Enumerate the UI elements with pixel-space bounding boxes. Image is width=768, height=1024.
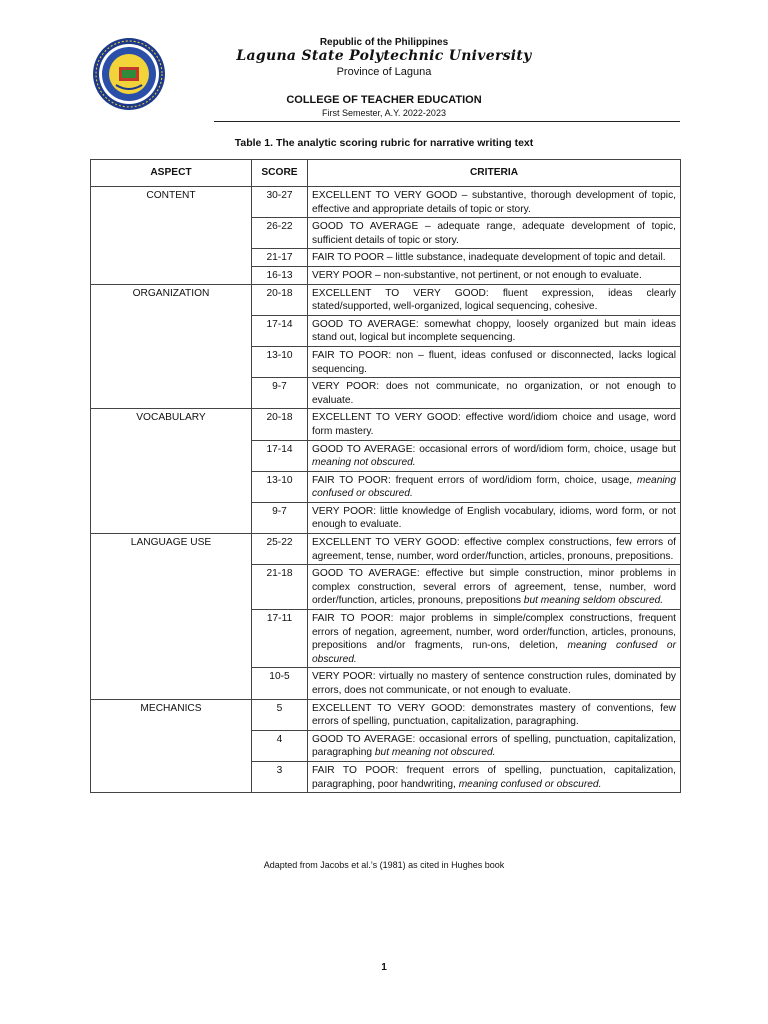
score-cell: 9-7 — [252, 378, 308, 409]
score-cell: 20-18 — [252, 409, 308, 440]
criteria-italic-text: meaning confused or obscured. — [458, 778, 602, 790]
criteria-text: VERY POOR: virtually no mastery of sentence construction rules, dominated by errors, does not communicate, or not enough to evaluate. — [312, 671, 676, 696]
criteria-cell — [308, 409, 681, 440]
score-cell: 17-14 — [252, 440, 308, 471]
score-cell: 30-27 — [252, 187, 308, 218]
criteria-text: VERY POOR – non-substantive, not pertinent, or not enough to evaluate. — [312, 269, 642, 281]
criteria-cell — [308, 284, 681, 315]
criteria-cell — [308, 610, 681, 668]
criteria-text: EXCELLENT TO VERY GOOD: demonstrates mastery of conventions, few errors of spelling, punctuation, capitalization, paragraphing. — [312, 702, 676, 728]
table-row — [91, 534, 681, 565]
score-cell: 20-18 — [252, 284, 308, 315]
criteria-text: GOOD TO AVERAGE – adequate range, adequate development of topic, sufficient details of topic or story. — [312, 221, 676, 246]
source-note: Adapted from Jacobs et al.’s (1981) as cited in Hughes book — [263, 860, 505, 870]
document-header — [0, 0, 768, 125]
table-row — [91, 284, 681, 315]
criteria-text: FAIR TO POOR: frequent errors of spelling, punctuation, capitalization, paragraphing, poor handwriting, — [312, 764, 676, 790]
semester-line: First Semester, A.Y. 2022-2023 — [322, 108, 446, 118]
score-cell: 21-17 — [252, 249, 308, 267]
score-cell: 10-5 — [252, 668, 308, 699]
criteria-cell — [308, 346, 681, 377]
table-row — [91, 409, 681, 440]
table-row — [91, 699, 681, 730]
criteria-cell — [308, 187, 681, 218]
criteria-italic-text: but meaning seldom obscured. — [523, 595, 664, 607]
score-cell: 21-18 — [252, 565, 308, 610]
score-cell: 17-11 — [252, 610, 308, 668]
criteria-text: VERY POOR: little knowledge of English vocabulary, idioms, word form, or not enough to evaluate. — [312, 505, 676, 531]
criteria-cell — [308, 249, 681, 267]
table-caption: Table 1. The analytic scoring rubric for narrative writing text — [234, 137, 534, 149]
header-aspect: ASPECT — [91, 160, 252, 187]
score-cell: 13-10 — [252, 471, 308, 502]
score-cell: 4 — [252, 730, 308, 761]
criteria-text: EXCELLENT TO VERY GOOD: fluent expression, ideas clearly stated/supported, well-organized, logical sequencing, cohesive. — [312, 287, 676, 313]
criteria-text: GOOD TO AVERAGE: somewhat choppy, loosely organized but main ideas stand out, logical but incomplete sequencing. — [312, 318, 676, 344]
province-line: Province of Laguna — [336, 66, 432, 78]
criteria-cell — [308, 534, 681, 565]
criteria-cell — [308, 502, 681, 533]
criteria-italic-text: meaning confused or obscured. — [312, 640, 676, 665]
criteria-text: EXCELLENT TO VERY GOOD: effective word/idiom choice and usage, word form mastery. — [312, 412, 676, 437]
criteria-text: GOOD TO AVERAGE: occasional errors of word/idiom form, choice, usage but — [312, 443, 676, 455]
aspect-cell: VOCABULARY — [91, 409, 252, 534]
criteria-text: FAIR TO POOR: frequent errors of word/idiom form, choice, usage, — [312, 474, 637, 486]
criteria-text: FAIR TO POOR: non – fluent, ideas confused or disconnected, lacks logical sequencing. — [312, 349, 676, 375]
criteria-text: GOOD TO AVERAGE: effective but simple construction, minor problems in complex construction, several errors of agreement, tense, number, word order/function, articles, pronouns, prepositions — [312, 568, 676, 607]
criteria-cell — [308, 471, 681, 502]
score-cell: 25-22 — [252, 534, 308, 565]
republic-line: Republic of the Philippines — [319, 37, 449, 48]
criteria-italic-text: but meaning not obscured. — [374, 747, 496, 759]
score-cell: 17-14 — [252, 315, 308, 346]
header-divider — [214, 121, 680, 122]
criteria-cell — [308, 565, 681, 610]
criteria-text: EXCELLENT TO VERY GOOD: effective complex constructions, few errors of agreement, tense, number, word order/function, articles, pronouns, prepositions. — [312, 537, 676, 562]
criteria-cell — [308, 730, 681, 761]
college-name: COLLEGE OF TEACHER EDUCATION — [286, 94, 482, 106]
score-cell: 9-7 — [252, 502, 308, 533]
header-score: SCORE — [252, 160, 308, 187]
header-criteria: CRITERIA — [308, 160, 681, 187]
table-header-row — [91, 160, 681, 187]
score-cell: 3 — [252, 761, 308, 792]
criteria-text: FAIR TO POOR – little substance, inadequate development of topic and detail. — [312, 252, 666, 264]
criteria-italic-text: meaning confused or obscured. — [312, 474, 676, 500]
score-cell: 16-13 — [252, 266, 308, 284]
criteria-cell — [308, 761, 681, 792]
criteria-cell — [308, 378, 681, 409]
score-cell: 13-10 — [252, 346, 308, 377]
score-cell: 26-22 — [252, 218, 308, 249]
aspect-cell: CONTENT — [91, 187, 252, 285]
table-row — [91, 187, 681, 218]
aspect-cell: MECHANICS — [91, 699, 252, 793]
criteria-cell — [308, 315, 681, 346]
criteria-cell — [308, 440, 681, 471]
aspect-cell: ORGANIZATION — [91, 284, 252, 409]
aspect-cell: LANGUAGE USE — [91, 534, 252, 700]
criteria-text: GOOD TO AVERAGE: occasional errors of spelling, punctuation, capitalization, paragraphing — [312, 733, 676, 759]
criteria-text: EXCELLENT TO VERY GOOD – substantive, thorough development of topic, effective and appropriate details of topic or story. — [312, 190, 676, 215]
page-number: 1 — [381, 962, 387, 973]
rubric-table — [90, 159, 681, 793]
criteria-cell — [308, 266, 681, 284]
criteria-text: VERY POOR: does not communicate, no organization, or not enough to evaluate. — [312, 381, 676, 406]
score-cell: 5 — [252, 699, 308, 730]
criteria-italic-text: meaning not obscured. — [312, 457, 416, 469]
university-name: Laguna State Polytechnic University — [236, 48, 532, 64]
criteria-cell — [308, 218, 681, 249]
criteria-text: FAIR TO POOR: major problems in simple/complex constructions, frequent errors of negation, agreement, number, word order/function, articles, pronouns, prepositions and/or fragments, run-ons, deletion, — [312, 613, 676, 652]
criteria-cell — [308, 699, 681, 730]
rubric-body — [91, 187, 681, 793]
criteria-cell — [308, 668, 681, 699]
